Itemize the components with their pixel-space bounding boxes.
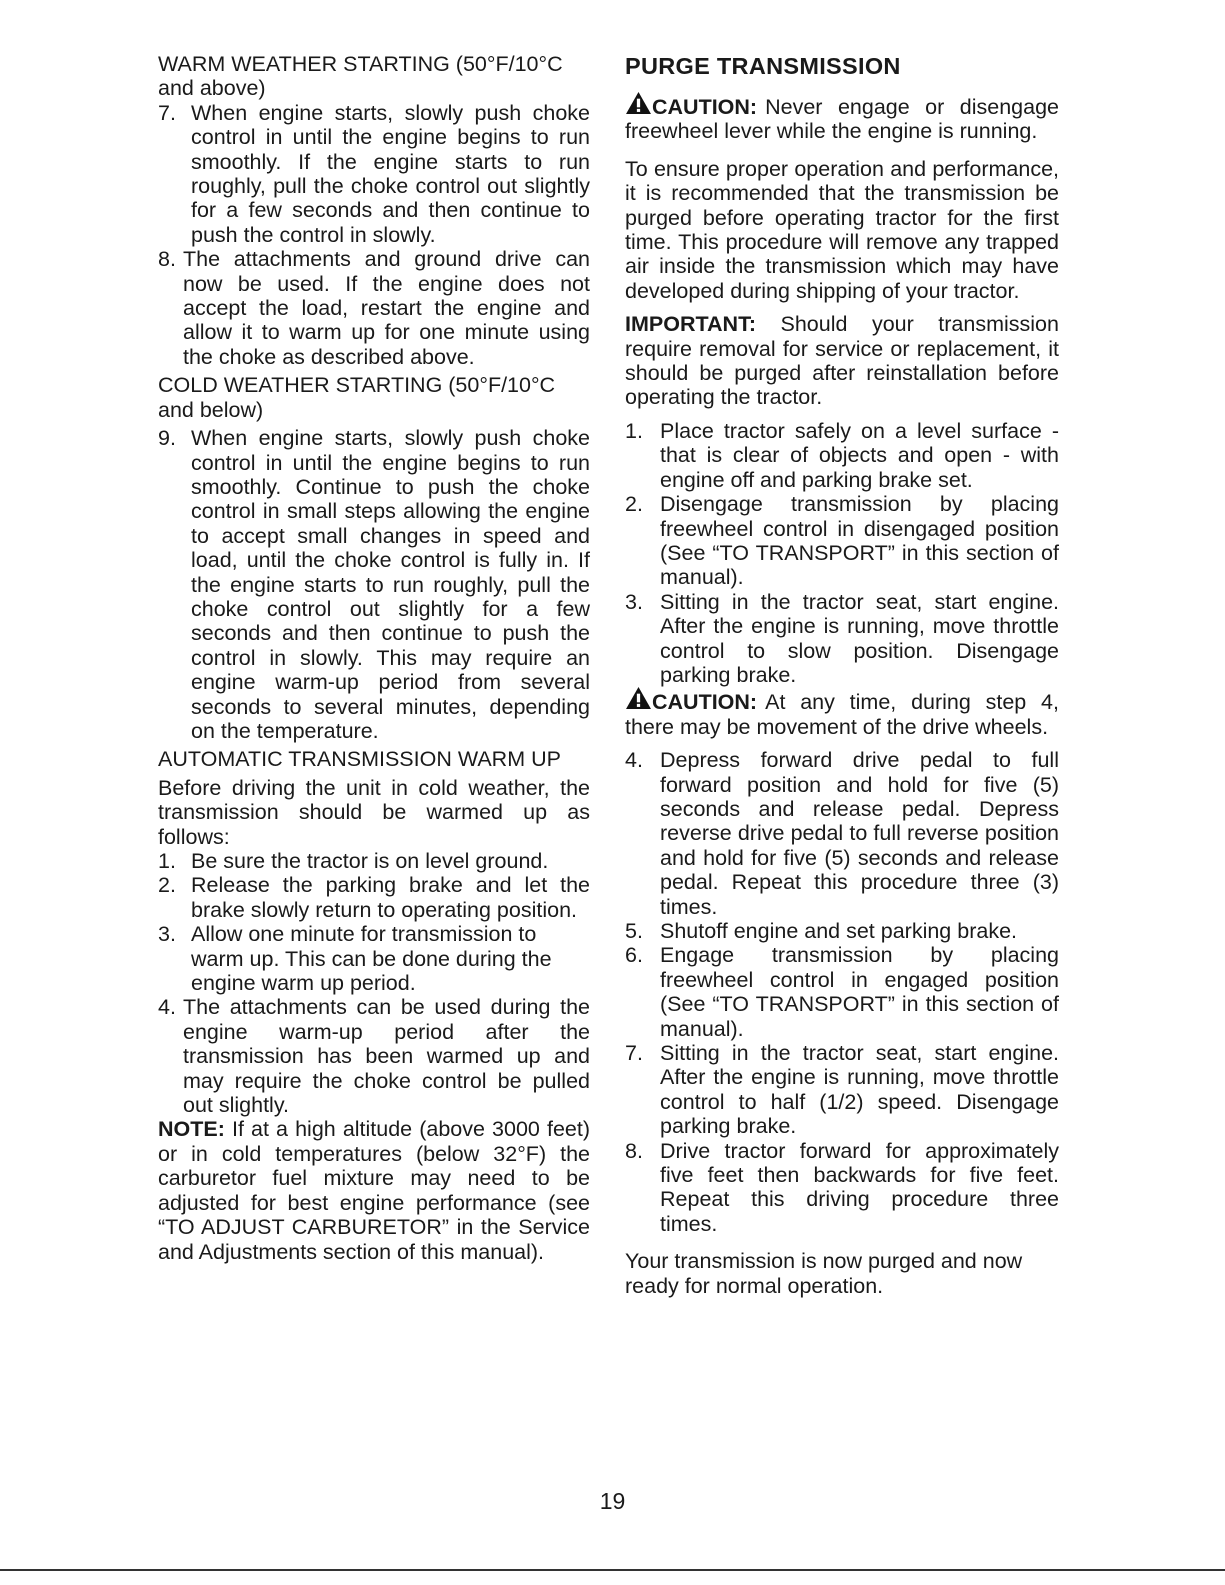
list-item-auto-step-1 — [158, 849, 590, 873]
step-text: Shutoff engine and set parking brake. — [660, 919, 1017, 943]
step-number: 8. — [158, 247, 176, 272]
page-number: 19 — [599, 1488, 626, 1514]
caution-label: CAUTION: — [652, 690, 758, 715]
step-text: Place tractor safely on a level surface - that is clear of objects and open - with engine off and parking brake set. — [660, 418, 1059, 492]
cold-weather-heading-line2: and below) — [158, 397, 264, 422]
automatic-transmission-heading: AUTOMATIC TRANSMISSION WARM UP — [158, 747, 561, 772]
step-text: Be sure the tractor is on level ground. — [191, 849, 549, 873]
step-text: When engine starts, slowly push choke control in until the engine begins to run smoothly. If the engine starts to run roughly, pull the choke control out slightly for a few seconds and then continue to push the control in slowly. — [191, 100, 590, 247]
list-item-auto-step-3 — [158, 922, 590, 995]
list-item-purge-step-4 — [625, 748, 1059, 919]
step-number: 7. — [158, 100, 176, 125]
important-paragraph — [625, 312, 1059, 410]
caution-text: Never engage or disengage freewheel lever while the engine is running. — [625, 95, 1059, 144]
step-number: 2. — [625, 492, 643, 517]
left-column — [158, 52, 590, 1264]
list-item-step-9 — [158, 426, 590, 743]
step-number: 7. — [625, 1041, 643, 1066]
list-item-purge-step-6 — [625, 943, 1059, 1041]
bottom-rule — [0, 1569, 1225, 1571]
auto-warmup-intro: Before driving the unit in cold weather, the transmission should be warmed up as follows: — [158, 775, 590, 849]
caution-2 — [625, 687, 1059, 739]
note-text: If at a high altitude (above 3000 feet) or in cold temperatures (below 32°F) the carburetor fuel mixture may need to be adjusted for best engine performance (see “TO ADJUST CARBURETOR” in the Service and Adjustments section of this manual). — [158, 1117, 590, 1264]
important-text: Should your transmission require removal for service or replacement, it should be purged after reinstallation before operating the tractor. — [625, 312, 1059, 410]
step-text: Sitting in the tractor seat, start engine. After the engine is running, move throttle control to half (1/2) speed. Disengage parking brake. — [660, 1041, 1059, 1139]
important-label: IMPORTANT: — [625, 312, 756, 337]
step-text: Disengage transmission by placing freewheel control in disengaged position (See “TO TRANSPORT” in this section of manual). — [660, 492, 1059, 590]
purge-intro: To ensure proper operation and performance, it is recommended that the transmission be purged before operating tractor for the first time. This procedure will remove any trapped air inside the transmission which may have developed during shipping of your tractor. — [625, 156, 1059, 303]
purge-transmission-title: PURGE TRANSMISSION — [625, 53, 901, 79]
step-text: The attachments can be used during the engine warm-up period after the transmission has been warmed up and may require the choke control be pulled out slightly. — [183, 995, 590, 1118]
step-number: 3. — [625, 589, 643, 614]
list-item-purge-step-2 — [625, 492, 1059, 590]
step-text: Drive tractor forward for approximately five feet then backwards for five feet. Repeat this driving procedure three times. — [660, 1138, 1059, 1236]
caution-label: CAUTION: — [652, 95, 758, 119]
note-paragraph — [158, 1117, 590, 1263]
list-item-purge-step-8 — [625, 1139, 1059, 1237]
step-number: 3. — [158, 922, 176, 947]
step-text: Sitting in the tractor seat, start engine. After the engine is running, move throttle control to slow position. Disengage parking brake. — [660, 589, 1059, 687]
caution-text: At any time, during step 4, there may be movement of the drive wheels. — [625, 690, 1059, 739]
list-item-step-8 — [158, 247, 590, 369]
closing-paragraph: Your transmission is now purged and now ready for normal operation. — [625, 1249, 1023, 1298]
list-item-purge-step-5 — [625, 919, 1059, 943]
warning-triangle-icon — [625, 91, 652, 115]
right-column — [625, 52, 1059, 1298]
warning-triangle-icon — [625, 686, 652, 710]
list-item-purge-step-7 — [625, 1041, 1059, 1139]
list-item-purge-step-3 — [625, 590, 1059, 688]
step-number: 8. — [625, 1138, 643, 1163]
warm-weather-heading-line1: WARM WEATHER STARTING (50°F/10°C — [158, 52, 563, 76]
step-number: 1. — [625, 418, 643, 443]
step-number: 4. — [625, 748, 643, 773]
caution-1 — [625, 92, 1059, 144]
step-text: Depress forward drive pedal to full forward position and hold for five (5) seconds and release pedal. Depress reverse drive pedal to full reverse position and hold for five (5) seconds and release pedal. Repeat this procedure three (3) times. — [660, 748, 1059, 919]
note-label: NOTE: — [158, 1117, 225, 1142]
step-number: 6. — [625, 943, 643, 968]
step-text: The attachments and ground drive can now be used. If the engine does not accept the load, restart the engine and allow it to warm up for one minute using the choke as described above. — [183, 247, 590, 369]
step-number: 4. — [158, 995, 176, 1020]
step-number: 1. — [158, 849, 176, 873]
step-text: Release the parking brake and let the brake slowly return to operating position. — [191, 873, 590, 922]
step-number: 2. — [158, 873, 176, 898]
step-number: 9. — [158, 426, 176, 451]
step-number: 5. — [625, 919, 643, 943]
cold-weather-heading-line1: COLD WEATHER STARTING (50°F/10°C — [158, 373, 556, 398]
list-item-auto-step-2 — [158, 873, 590, 922]
list-item-auto-step-4 — [158, 995, 590, 1117]
warm-weather-heading-line2: and above) — [158, 76, 266, 101]
list-item-step-7 — [158, 101, 590, 247]
step-text: Engage transmission by placing freewheel control in engaged position (See “TO TRANSPORT” in this section of manual). — [660, 943, 1059, 1041]
list-item-purge-step-1 — [625, 419, 1059, 492]
step-text: Allow one minute for transmission to warm up. This can be done during the engine warm up period. — [191, 922, 552, 996]
step-text: When engine starts, slowly push choke control in until the engine begins to run smoothly. Continue to push the choke control in small steps allowing the engine to accept small changes in speed and load, until the choke control is fully in. If the engine starts to run roughly, pull the choke control out slightly for a few seconds and then continue to push the control in slowly. This may require an engine warm-up period from several seconds to several minutes, depending on the temperature. — [191, 426, 590, 743]
